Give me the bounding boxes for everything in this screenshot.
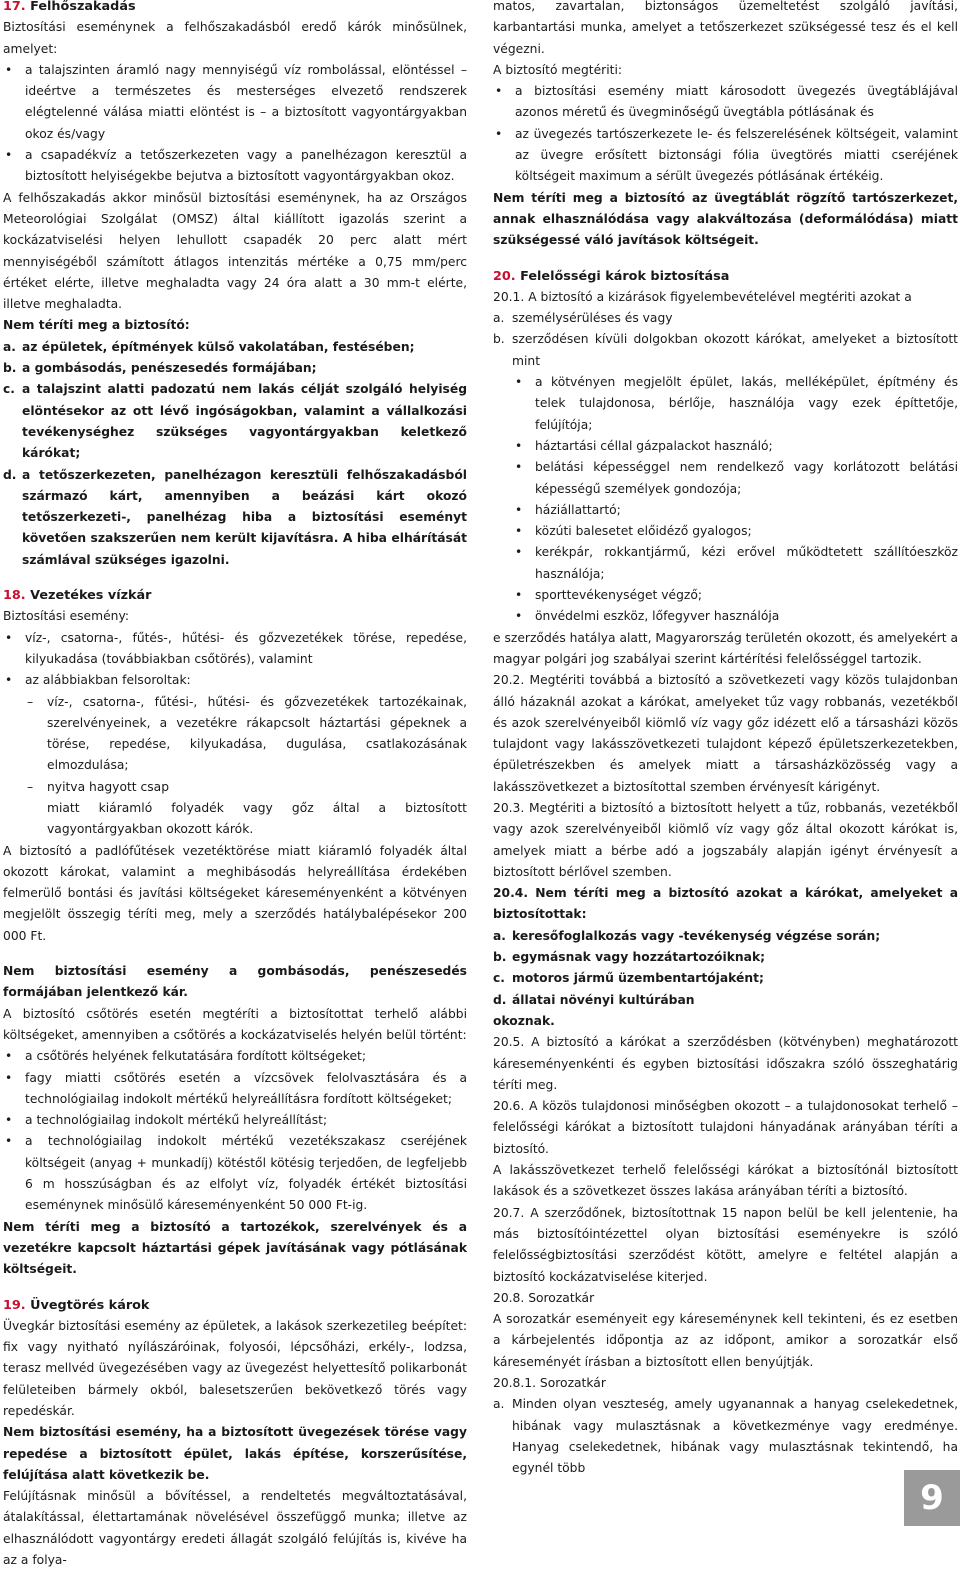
list-item: a. keresőfoglalkozás vagy -tevékenység végzése során; <box>493 928 881 943</box>
s18-paragraph-1: A biztosító a padlófűtések vezetéktörése miatt kiáramló folyadék által okozott károkat, valamint a meghibásodás helyreállítása érdekében felmerülő bontási és javítási költségeket káreseményenként a kötvényen megjelölt összegig téríti meg, mely a szerződés hatálybalépésekor 200 000 Ft. <box>3 843 467 943</box>
list-item: • a technológiailag indokolt mértékű helyreállítást; <box>3 1110 467 1131</box>
s20-1-bullets <box>513 372 958 628</box>
list-item: • a biztosítási esemény miatt károsodott üvegezés üvegtáblájával azonos méretű és üvegminőségű üvegtábla pótlásának és <box>493 81 958 124</box>
s20-1-after: e szerződés hatálya alatt, Magyarország területén okozott, és amelyekért a magyar polgári jog szabályai szerint kártérítési felelősséggel tartozik. <box>493 630 958 666</box>
list-item: d. állatai növényi kultúrában <box>493 992 695 1007</box>
s19-paragraph-2: Felújításnak minősül a bővítéssel, a rendeltetés megváltoztatásával, átalakítással, élettartamának növelésével összefüggő munka; illetve az elhasználódott vagyontárgy eredeti állagát szolgáló felújítás is, kivéve ha az a folya- <box>3 1489 467 1568</box>
s17-not-covered-list <box>3 337 467 571</box>
s17-bullets <box>3 60 467 188</box>
s18-paragraph-2: A biztosító csőtörés esetén megtéríti a biztosítottat terhelő alábbi költségeket, amennyiben a csőtörés a kockázatviselés helyén belül történt: <box>3 1006 467 1042</box>
s18-bullets <box>3 628 467 692</box>
s19-paragraph-1: Üvegkár biztosítási esemény az épületek, a lakások szerkezetileg beépítet: fix vagy nyitható nyílászáróinak, folyosói, lépcsőházi, erkély-, lodzsa, terasz mellvéd üvegezésében vagy az üvegezést helyettesítő polikarbonát felületeiben bármely okból, balesetszerűen bekövetkező törés vagy repedéskár. <box>3 1318 467 1418</box>
list-item: • a csapadékvíz a tetőszerkezeten vagy a panelhézagon keresztül a biztosított helyiségekbe bejutva a biztosított vagyontárgyakban okoz. <box>3 145 467 188</box>
list-item: a. Minden olyan veszteség, amely ugyanannak a hanyag cselekedetnek, hibának vagy mulasztásnak a következménye vagy eredménye. Hanyag cselekedetnek, hibának vagy mulasztásnak tekintendő, ha egynél több <box>493 1397 958 1476</box>
list-item: • a csőtörés helyének felkutatására fordított költségeket; <box>3 1046 467 1067</box>
s20-6: 20.6. A közös tulajdonosi minőségben okozott – a tulajdonosokat terhelő – felelősségi kárókat a biztosított tulajdoni hányadának arányában téríti a biztosító. <box>493 1099 958 1156</box>
list-item: – nyitva hagyott csap <box>25 777 467 798</box>
s17-paragraph: A felhőszakadás akkor minősül biztosítási eseménynek, ha az Országos Meteorológiai Szolgálat (OMSZ) által kiállított igazolás szerint a kockázatviselési helyen lehullott csapadék 20 perc alatt mért mennyiségéből számított átlagos intenzitás mértéke a 0,75 mm/perc értéket elérte, illetve meghaladta vagy 24 óra alatt a 30 mm-t elérte, illetve meghaladta. <box>3 190 467 312</box>
s18-dash-list <box>25 692 467 798</box>
s19-bold-1: Nem biztosítási esemény, ha a biztosított üvegezések törése vagy repedése a biztosított épület, lakás építése, korszerűsítése, felújítása alatt következik be. <box>3 1425 467 1482</box>
s20-8-paragraph: A sorozatkár eseményeit egy káreseménynek kell tekinteni, és ez esetben a kárbejelentés időpontja az az időpont, amikor a sorozatkár első káreseményét írásban a biztosított ellen benyújtják. <box>493 1312 958 1369</box>
list-item: • a kötvényen megjelölt épület, lakás, melléképület, építmény és telek tulajdonosa, bérlője, használója vagy ezek építtetője, felújítója; <box>513 372 958 436</box>
section-17-heading: 17. Felhőszakadás <box>3 0 136 14</box>
s17-not-covered-heading: Nem téríti meg a biztosító: <box>3 318 190 333</box>
s18-cost-bullets <box>3 1046 467 1216</box>
s20-1-list <box>493 308 958 372</box>
list-item: • belátási képességgel nem rendelkező vagy korlátozott belátási képességű személyek gondozója; <box>513 457 958 500</box>
s18-bold-2: Nem téríti meg a biztosító a tartozékok, szerelvények és a vezetékre kapcsolt háztartási gépek javításának vagy pótlásának költségeit. <box>3 1219 467 1277</box>
s19-pays-bullets <box>493 81 958 187</box>
right-column <box>493 0 958 1479</box>
s20-5: 20.5. A biztosító a kárókat a szerződésben (kötvényben) meghatározott káreseményenkénti és egyben biztosítási időszakra szóló összeghatárig téríti meg. <box>493 1035 958 1092</box>
list-item: • háziállattartó; <box>513 500 958 521</box>
list-item: • sporttevékenységet végző; <box>513 585 958 606</box>
s18-intro: Biztosítási esemény: <box>3 609 129 624</box>
list-item: • közúti balesetet előidéző gyalogos; <box>513 521 958 542</box>
s19-continued: matos, zavartalan, biztonságos üzemeltetést szolgáló javítási, karbantartási munka, amelyet a tetőszerkezet szükségessé tesz és el kell végezni. <box>493 0 958 56</box>
left-column <box>3 0 467 1571</box>
list-item: • víz-, csatorna-, fűtés-, hűtési- és gőzvezetékek törése, repedése, kilyukadása (továbbiakban csőtörés), valamint <box>3 628 467 671</box>
s20-8-heading: 20.8. Sorozatkár <box>493 1290 595 1305</box>
page-number: 9 <box>904 1470 960 1526</box>
s20-4: 20.4. Nem téríti meg a biztosító azokat a kárókat, amelyeket a biztosítottak: <box>493 886 958 922</box>
list-item: – víz-, csatorna-, fűtési-, hűtési- és gőzvezetékek tartozékainak, szerelvényeinek, a vezetékre rákapcsolt háztartási gépeknek a törése, repedése, kilyukadása, dugulása, csatlakozásának elmozdulása; <box>25 692 467 777</box>
list-item: • az alábbiakban felsoroltak: <box>3 670 467 691</box>
list-item: • a talajszinten áramló nagy mennyiségű víz rombolással, elöntéssel – ideértve a természetes és mesterséges elvezető rendszerek elégtelenné válása miatti elöntést is – a biztosított vagyontárgyakban okoz és/vagy <box>3 60 467 145</box>
list-item: d. a tetőszerkezeten, panelhézagon keresztüli felhőszakadásból származó kárt, amennyiben a beázási kárt okozó tetőszerkezeti-, panelhézag hiba a biztosítási eseményt követően szakszerűen nem került kijavításra. A hiba elhárítását számlával szükséges igazolni. <box>3 467 467 567</box>
list-item: b. szerződésen kívüli dolgokban okozott kárókat, amelyeket a biztosított mint <box>493 332 958 368</box>
s20-6b: A lakásszövetkezet terhelő felelősségi kárókat a biztosítónál biztosított lakások és a szövetkezet összes lakása arányában téríti a biztosító. <box>493 1163 958 1199</box>
list-item: • fagy miatti csőtörés esetén a vízcsövek felolvasztására és a technológiailag indokolt mértékű helyreállításra fordított költségeket; <box>3 1068 467 1111</box>
list-item: • az üvegezés tartószerkezete le- és felszerelésének költségeit, valamint az üvegre erősített biztonsági fólia üvegtörés miatti cseréjének költségeit maximum a sérült üvegezés pótlásának értékéig. <box>493 124 958 188</box>
list-item: c. motoros jármű üzembentartójaként; <box>493 971 764 986</box>
s20-1: 20.1. A biztosító a kizárások figyelembevételével megtériti azokat a <box>493 289 912 304</box>
s20-4-list <box>493 926 958 1011</box>
list-item: c. a talajszint alatti padozatú nem lakás célját szolgáló helyiség elöntésekor az ott lévő ingóságokban, valamint a vállalkozási tevékenységhez szükséges vagyontárgyakban keletkező kárókat; <box>3 382 467 461</box>
list-item: a. személysérüléses és vagy <box>493 311 673 326</box>
s20-3: 20.3. Megtériti a biztosító a biztosított helyett a tűz, robbanás, vezetékből vagy azok szerelvényeiből kiömlő víz vagy gőz által okozott kárókat is, amelyek miatt a bérbe adó a jogszabály alapján igényt érvényesít a biztosított bérlővel szemben. <box>493 800 958 879</box>
s20-7: 20.7. A szerződőnek, biztosítottnak 15 napon belül be kell jelentenie, ha más biztosítóintézettel olyan biztosítási eseményekre is szóló felelősségbiztosítási szerződést kötött, amelyre e feltétel alapján a biztosító kockázatviselése kiterjed. <box>493 1205 958 1284</box>
section-20-heading: 20. Felelősségi károk biztosítása <box>493 268 730 284</box>
s18-bold-1: Nem biztosítási esemény a gombásodás, penészesedés formájában jelentkező kár. <box>3 964 467 1000</box>
section-19-heading: 19. Üvegtörés károk <box>3 1297 150 1313</box>
list-item: b. egymásnak vagy hozzátartozóiknak; <box>493 950 766 965</box>
s20-4-after: okoznak. <box>493 1013 555 1028</box>
s20-2: 20.2. Megtériti továbbá a biztosító a szövetkezeti vagy közös tulajdonban álló házaknál azokat a kárókat, amelyeket tűz vagy robbanás, vezetékből és azok szerelvényeiből kiömlő víz vagy gőz idézett elő a társasházi közös tulajdont vagy lakásszövetkezeti tulajdont képező épületszerkezetekben, épületrészekben és amelyek miatt a társasházközösség vagy a lakásszövetkezet a biztosítottal szemben érvényesít kárigényt. <box>493 673 958 794</box>
list-item: b. a gombásodás, penészesedés formájában; <box>3 361 317 376</box>
list-item: • a technológiailag indokolt mértékű vezetékszakasz cseréjének költségeit (anyag + munkadíj) kötéstől kötésig terjedően, de legfeljebb 6 m hosszúságban és az elfolyt víz, folyadék értékét biztosítási eseménynek minősülő káreseményenként 50 000 Ft-ig. <box>3 1131 467 1216</box>
list-item: • kerékpár, rokkantjármű, kézi erővel működtetett szállítóeszköz használója; <box>513 542 958 585</box>
list-item: • önvédelmi eszköz, lőfegyver használója <box>513 606 958 627</box>
s18-after-dash: miatt kiáramló folyadék vagy gőz által a biztosított vagyontárgyakban okozott kárók. <box>47 800 467 837</box>
s20-8-1-list <box>493 1394 958 1479</box>
s19-pays-intro: A biztosító megtériti: <box>493 62 623 77</box>
list-item: • háztartási céllal gázpalackot használó; <box>513 436 958 457</box>
s20-8-1-heading: 20.8.1. Sorozatkár <box>493 1376 606 1390</box>
s19-bold-2: Nem téríti meg a biztosító az üvegtáblát rögzítő tartószerkezet, annak elhasználódása vagy alakváltozása (deformálódása) miatt szükségessé váló javítások költségeit. <box>493 190 958 248</box>
s17-intro: Biztosítási eseménynek a felhőszakadásból eredő kárók minősülnek, amelyet: <box>3 20 467 56</box>
list-item: a. az épületek, építmények külső vakolatában, festésében; <box>3 339 415 354</box>
section-18-heading: 18. Vezetékes vízkár <box>3 588 152 604</box>
